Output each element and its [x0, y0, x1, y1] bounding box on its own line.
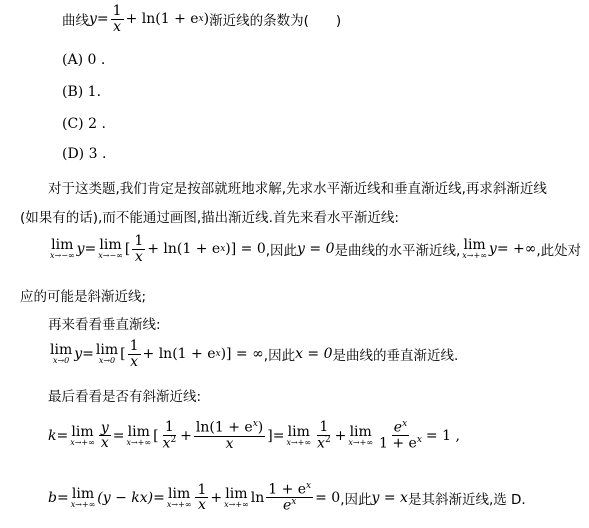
eq-v-y: y — [74, 346, 83, 363]
eq-v-text1: ,因此 — [263, 348, 296, 365]
eq-k-frac1-den: x — [100, 435, 109, 452]
lim2-text: lim — [99, 237, 122, 254]
lim9-text: lim — [349, 423, 372, 440]
eq-h-frac-den: x — [134, 248, 143, 265]
eq-k-frac5-num: e — [393, 419, 403, 436]
lim3-sub: x→+∞ — [462, 251, 487, 261]
eq-k-frac2-den: x — [162, 435, 171, 452]
lim8 — [286, 425, 311, 447]
eq-k — [48, 420, 460, 452]
lim1-sub: x→−∞ — [50, 251, 75, 261]
eq-k-frac3-exp: x — [252, 419, 258, 430]
lim1 — [50, 238, 75, 260]
eq-k-frac5-den-exp: x — [416, 435, 422, 446]
option-b-text: (B) 1. — [62, 84, 102, 100]
eq-h-y2: y — [488, 241, 497, 258]
option-d — [62, 146, 106, 162]
lim11 — [167, 487, 192, 509]
eq-h-ln: + ln(1 + e — [147, 241, 221, 258]
eq-k-result: = 1 , — [425, 427, 460, 444]
stem-close: ) — [203, 11, 210, 28]
eq-h-frac-num: 1 — [134, 233, 144, 249]
eq-k-plus2: + — [334, 427, 347, 444]
eq-k-frac4 — [315, 420, 333, 451]
eq-k-eq3: = — [272, 427, 285, 444]
eq-k-plus1: + — [180, 427, 192, 444]
eq-v-x0: x = 0 — [295, 346, 333, 363]
eq-b-paren: (y − kx) — [97, 489, 154, 506]
eq-b-frac1-num: 1 — [197, 481, 207, 498]
eq-b — [48, 482, 526, 514]
eq-h-line2: 应的可能是斜渐近线; — [20, 289, 147, 305]
eq-h-text2: 是曲线的水平渐近线, — [334, 243, 461, 260]
lim6-sub: x→+∞ — [70, 437, 95, 447]
eq-h-bracket: [ — [124, 241, 131, 258]
eq-h-y0: y = 0 — [297, 241, 335, 258]
lim4-sub: x→0 — [52, 356, 70, 366]
stem-y: y — [89, 11, 97, 28]
eq-b-frac2 — [266, 482, 313, 514]
eq-k-frac4-num: 1 — [319, 419, 329, 436]
stem-prefix: 曲线 — [62, 13, 89, 30]
eq-v-bracket: [ — [120, 346, 126, 363]
lim4 — [50, 343, 72, 365]
eq-b-text1: ,因此 — [340, 491, 372, 508]
lim2 — [98, 238, 123, 260]
eq-k-frac2-num: 1 — [164, 419, 174, 436]
eq-b-ln: ln — [250, 489, 265, 506]
lim1-text: lim — [51, 237, 74, 254]
para1-line2: (如果有的话),而不能通过画图,描出渐近线.首先来看水平渐近线: — [20, 210, 399, 226]
lim5-text: lim — [95, 342, 119, 359]
eq-b-eq2: = — [153, 489, 165, 506]
eq-k-eq2: = — [112, 427, 125, 444]
eq-v-text2: 是曲线的垂直渐近线. — [332, 348, 459, 365]
eq-horizontal — [48, 234, 581, 264]
eq-v-eq: = — [82, 346, 94, 363]
eq-k-eq1: = — [56, 427, 69, 444]
eq-v-close: )] = ∞ — [220, 346, 264, 363]
eq-v-frac-den: x — [130, 353, 138, 370]
stem-suffix: 渐近线的条数为( ) — [209, 13, 342, 30]
stem-frac-den: x — [113, 18, 122, 35]
eq-v-frac — [128, 339, 141, 369]
option-c-text: (C) 2 . — [62, 116, 106, 132]
eq-h-text1: ,因此 — [265, 243, 298, 260]
eq-k-frac2-sq: 2 — [170, 435, 177, 446]
lim3-text: lim — [463, 237, 486, 254]
para3: 最后看看是否有斜渐近线: — [48, 389, 202, 405]
option-c — [62, 116, 106, 132]
lim3 — [462, 238, 487, 260]
eq-k-frac5-exp: x — [402, 419, 408, 429]
eq-k-frac4-den: x — [317, 435, 325, 452]
eq-k-frac2 — [161, 420, 179, 451]
option-b — [62, 84, 101, 100]
eq-b-b: b — [48, 489, 57, 506]
lim10-sub: x→+∞ — [70, 499, 96, 509]
eq-b-result: = 0 — [315, 489, 341, 506]
eq-k-frac1 — [99, 421, 111, 451]
lim7 — [126, 425, 151, 447]
eq-k-bracket-close: ] — [267, 427, 273, 444]
eq-v-frac-num: 1 — [129, 338, 139, 354]
eq-v-exp: x — [215, 349, 221, 360]
eq-h-exp: x — [220, 244, 226, 255]
eq-k-frac3-close: ) — [257, 419, 264, 436]
eq-k-frac5-den: 1 + e — [379, 436, 417, 452]
eq-b-frac1 — [195, 483, 208, 513]
eq-h-close: )] = 0 — [225, 241, 266, 258]
eq-b-eq1: = — [56, 489, 69, 506]
eq-b-frac2-num: 1 + e — [268, 481, 307, 498]
eq-h-eq: = — [84, 241, 97, 258]
lim8-sub: x→+∞ — [286, 437, 312, 447]
eq-b-text2: 是其斜渐近线,选 D. — [407, 491, 526, 508]
para1-line1: 对于这类题,我们肯定是按部就班地求解,先求水平渐近线和垂直渐近线,再求斜渐近线 — [48, 181, 547, 197]
eq-h-text3: ,此处对 — [536, 243, 582, 260]
lim7-sub: x→+∞ — [126, 437, 152, 447]
lim10-text: lim — [71, 485, 95, 502]
eq-k-frac4-sq: 2 — [324, 435, 331, 446]
stem-ln: + ln(1 + e — [125, 11, 199, 28]
eq-b-frac2-exp: x — [306, 481, 312, 491]
question-stem — [62, 4, 341, 34]
eq-k-frac3-den: x — [225, 435, 234, 452]
lim12 — [224, 487, 249, 509]
stem-exp: x — [198, 14, 204, 25]
lim12-text: lim — [225, 485, 248, 502]
lim12-sub: x→+∞ — [224, 499, 249, 509]
lim10 — [71, 487, 96, 509]
stem-fraction — [111, 4, 124, 34]
lim11-sub: x→+∞ — [166, 499, 192, 509]
eq-h-tail: = +∞ — [496, 241, 537, 258]
eq-b-plus: + — [210, 489, 223, 506]
eq-b-frac2-den: e — [282, 498, 292, 514]
lim6-text: lim — [71, 423, 94, 440]
lim4-text: lim — [50, 342, 73, 359]
lim9 — [348, 425, 373, 447]
option-d-text: (D) 3 . — [62, 146, 107, 162]
para2: 再来看看垂直渐线: — [48, 317, 161, 333]
eq-h-frac — [132, 234, 145, 264]
eq-k-k: k — [48, 427, 57, 444]
stem-eq: = — [96, 11, 109, 28]
lim7-text: lim — [127, 423, 150, 440]
lim2-sub: x→−∞ — [98, 251, 123, 261]
eq-b-frac2-den-exp: x — [291, 497, 297, 508]
lim6 — [70, 425, 95, 447]
eq-vertical — [48, 339, 458, 369]
eq-k-frac1-num: y — [100, 419, 109, 436]
lim11-text: lim — [168, 485, 191, 502]
stem-frac-num: 1 — [112, 3, 122, 19]
eq-b-yx: y = x — [371, 489, 408, 506]
eq-h-y: y — [76, 241, 85, 258]
lim9-sub: x→+∞ — [348, 437, 373, 447]
lim5-sub: x→0 — [98, 356, 116, 366]
eq-b-frac1-den: x — [197, 497, 206, 514]
option-a — [62, 52, 105, 68]
option-a-text: (A) 0 . — [62, 52, 106, 68]
lim5 — [96, 343, 118, 365]
lim8-text: lim — [287, 423, 310, 440]
eq-k-frac3-num: ln(1 + e — [195, 419, 253, 436]
eq-k-frac5 — [377, 420, 424, 452]
eq-k-bracket-open: [ — [153, 427, 159, 444]
eq-v-ln: + ln(1 + e — [142, 346, 216, 363]
eq-k-frac3 — [194, 420, 265, 451]
